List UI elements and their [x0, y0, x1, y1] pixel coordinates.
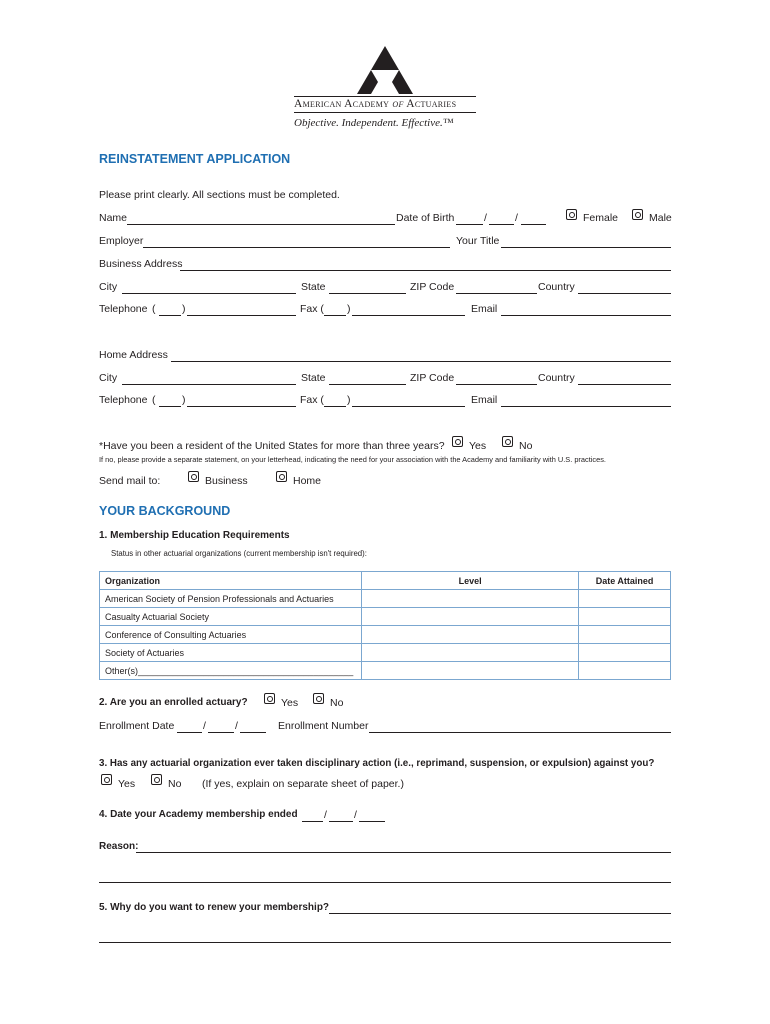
level-cell[interactable] — [361, 644, 578, 662]
membership-end-year-field[interactable] — [359, 821, 385, 822]
female-checkbox[interactable] — [566, 209, 577, 220]
date-attained-cell[interactable] — [579, 644, 671, 662]
home-city-label: City — [99, 372, 118, 384]
male-label: Male — [649, 212, 672, 224]
residency-question: *Have you been a resident of the United States for more than three years? — [99, 440, 445, 452]
dob-slash: / — [515, 212, 518, 224]
q2-yes-checkbox[interactable] — [264, 693, 275, 704]
table-row — [100, 662, 671, 680]
date-attained-cell[interactable] — [579, 662, 671, 680]
q2-question: 2. Are you an enrolled actuary? — [99, 697, 248, 708]
home-email-label: Email — [471, 394, 498, 406]
dob-day-field[interactable] — [489, 224, 514, 225]
business-telephone-area-field[interactable] — [159, 315, 181, 316]
send-mail-home-checkbox[interactable] — [276, 471, 287, 482]
table-row — [100, 608, 671, 626]
q3-no-checkbox[interactable] — [151, 774, 162, 785]
send-mail-label: Send mail to: — [99, 475, 161, 487]
business-address-field[interactable] — [180, 270, 671, 271]
home-state-label: State — [301, 372, 326, 384]
enrollment-date-label: Enrollment Date — [99, 720, 175, 732]
home-country-label: Country — [538, 372, 575, 384]
organization-cell: Conference of Consulting Actuaries — [100, 626, 362, 644]
paren-close: ) — [182, 303, 186, 315]
business-email-label: Email — [471, 303, 498, 315]
male-checkbox[interactable] — [632, 209, 643, 220]
send-mail-business-checkbox[interactable] — [188, 471, 199, 482]
organization-cell: Society of Actuaries — [100, 644, 362, 662]
business-email-field[interactable] — [501, 315, 671, 316]
renew-reason-field-line-1[interactable] — [329, 913, 671, 914]
business-country-label: Country — [538, 281, 575, 293]
send-mail-business-label: Business — [205, 475, 248, 487]
dob-slash: / — [484, 212, 487, 224]
send-mail-home-label: Home — [293, 475, 322, 487]
date-attained-cell[interactable] — [579, 626, 671, 644]
q3-question: 3. Has any actuarial organization ever taken disciplinary action (i.e., reprimand, suspension, or expulsion) against you? — [99, 758, 655, 769]
q1-note: Status in other actuarial organizations (current membership isn't required): — [111, 549, 367, 558]
home-telephone-area-field[interactable] — [159, 406, 181, 407]
business-telephone-field[interactable] — [187, 315, 296, 316]
name-field[interactable] — [127, 224, 395, 225]
table-row — [100, 626, 671, 644]
date-slash: / — [324, 809, 327, 821]
logo-org-name: American Academy of Actuaries — [294, 98, 457, 110]
female-label: Female — [583, 212, 619, 224]
employer-label: Employer — [99, 235, 144, 247]
organization-cell: American Society of Pension Professionals and Actuaries — [100, 590, 362, 608]
home-email-field[interactable] — [501, 406, 671, 407]
paren-open: ( — [152, 303, 156, 315]
home-country-field[interactable] — [578, 384, 671, 385]
residency-no-checkbox[interactable] — [502, 436, 513, 447]
employer-field[interactable] — [143, 247, 450, 248]
business-fax-field[interactable] — [352, 315, 465, 316]
residency-note: If no, please provide a separate statement, on your letterhead, indicating the need for your association with the Academy and familiarity with U.S. practices. — [99, 455, 606, 464]
reason-field-line-2[interactable] — [99, 882, 671, 883]
q3-yes-checkbox[interactable] — [101, 774, 112, 785]
organization-table — [99, 571, 671, 680]
column-header: Date Attained — [579, 572, 671, 590]
home-zip-field[interactable] — [456, 384, 537, 385]
residency-no-label: No — [519, 440, 533, 452]
title-label: Your Title — [456, 235, 500, 247]
dob-label: Date of Birth — [396, 212, 455, 224]
reason-field-line-1[interactable] — [136, 852, 671, 853]
enrollment-number-field[interactable] — [369, 732, 671, 733]
q3-yes-label: Yes — [118, 778, 136, 790]
name-label: Name — [99, 212, 128, 224]
dob-month-field[interactable] — [456, 224, 483, 225]
title-field[interactable] — [501, 247, 671, 248]
paren-open: ( — [152, 394, 156, 406]
instructions: Please print clearly. All sections must be completed. — [99, 189, 340, 201]
home-telephone-label: Telephone — [99, 394, 148, 406]
q3-note: (If yes, explain on separate sheet of paper.) — [202, 778, 404, 790]
business-address-label: Business Address — [99, 258, 183, 270]
business-fax-area-field[interactable] — [324, 315, 346, 316]
column-header: Organization — [100, 572, 362, 590]
logo-rule-top — [294, 96, 476, 97]
business-country-field[interactable] — [578, 293, 671, 294]
q2-yes-label: Yes — [281, 697, 299, 709]
home-address-field[interactable] — [171, 361, 671, 362]
business-zip-field[interactable] — [456, 293, 537, 294]
home-address-label: Home Address — [99, 349, 168, 361]
business-city-label: City — [99, 281, 118, 293]
home-fax-area-field[interactable] — [324, 406, 346, 407]
page-title: REINSTATEMENT APPLICATION — [99, 152, 291, 166]
q2-no-label: No — [330, 697, 344, 709]
q5-question: 5. Why do you want to renew your membership? — [99, 902, 330, 913]
reason-label: Reason: — [99, 841, 139, 852]
table-row — [100, 644, 671, 662]
organization-cell: Casualty Actuarial Society — [100, 608, 362, 626]
business-zip-label: ZIP Code — [410, 281, 455, 293]
date-attained-cell[interactable] — [579, 590, 671, 608]
q1-heading: 1. Membership Education Requirements — [99, 530, 290, 541]
organization-other-cell[interactable]: Other(s)___________________________________________ — [100, 662, 362, 680]
q4-question: 4. Date your Academy membership ended — [99, 809, 298, 820]
date-attained-cell[interactable] — [579, 608, 671, 626]
dob-year-field[interactable] — [521, 224, 546, 225]
residency-yes-label: Yes — [469, 440, 487, 452]
paren-close: ) — [347, 303, 351, 315]
membership-end-month-field[interactable] — [302, 821, 323, 822]
renew-reason-field-line-2[interactable] — [99, 942, 671, 943]
level-cell[interactable] — [361, 608, 578, 626]
q2-no-checkbox[interactable] — [313, 693, 324, 704]
q3-no-label: No — [168, 778, 182, 790]
membership-end-day-field[interactable] — [329, 821, 353, 822]
home-state-field[interactable] — [329, 384, 406, 385]
home-telephone-field[interactable] — [187, 406, 296, 407]
logo-rule-bottom — [294, 112, 476, 113]
home-zip-label: ZIP Code — [410, 372, 455, 384]
home-city-field[interactable] — [122, 384, 296, 385]
paren-close: ) — [182, 394, 186, 406]
enrollment-date-month-field[interactable] — [177, 732, 202, 733]
home-fax-field[interactable] — [352, 406, 465, 407]
background-heading: YOUR BACKGROUND — [99, 504, 231, 518]
business-city-field[interactable] — [122, 293, 296, 294]
logo-tagline: Objective. Independent. Effective.™ — [294, 117, 454, 129]
paren-close: ) — [347, 394, 351, 406]
date-slash: / — [235, 720, 238, 732]
level-cell[interactable] — [361, 626, 578, 644]
table-row — [100, 590, 671, 608]
level-cell[interactable] — [361, 590, 578, 608]
residency-yes-checkbox[interactable] — [452, 436, 463, 447]
enrollment-number-label: Enrollment Number — [278, 720, 369, 732]
business-state-field[interactable] — [329, 293, 406, 294]
enrollment-date-day-field[interactable] — [208, 732, 234, 733]
date-slash: / — [354, 809, 357, 821]
date-slash: / — [203, 720, 206, 732]
business-state-label: State — [301, 281, 326, 293]
enrollment-date-year-field[interactable] — [240, 732, 266, 733]
academy-logo-mark — [357, 46, 413, 94]
home-fax-label: Fax ( — [300, 394, 324, 406]
business-fax-label: Fax ( — [300, 303, 324, 315]
table-header-row — [100, 572, 671, 590]
column-header: Level — [361, 572, 578, 590]
business-telephone-label: Telephone — [99, 303, 148, 315]
level-cell[interactable] — [361, 662, 578, 680]
